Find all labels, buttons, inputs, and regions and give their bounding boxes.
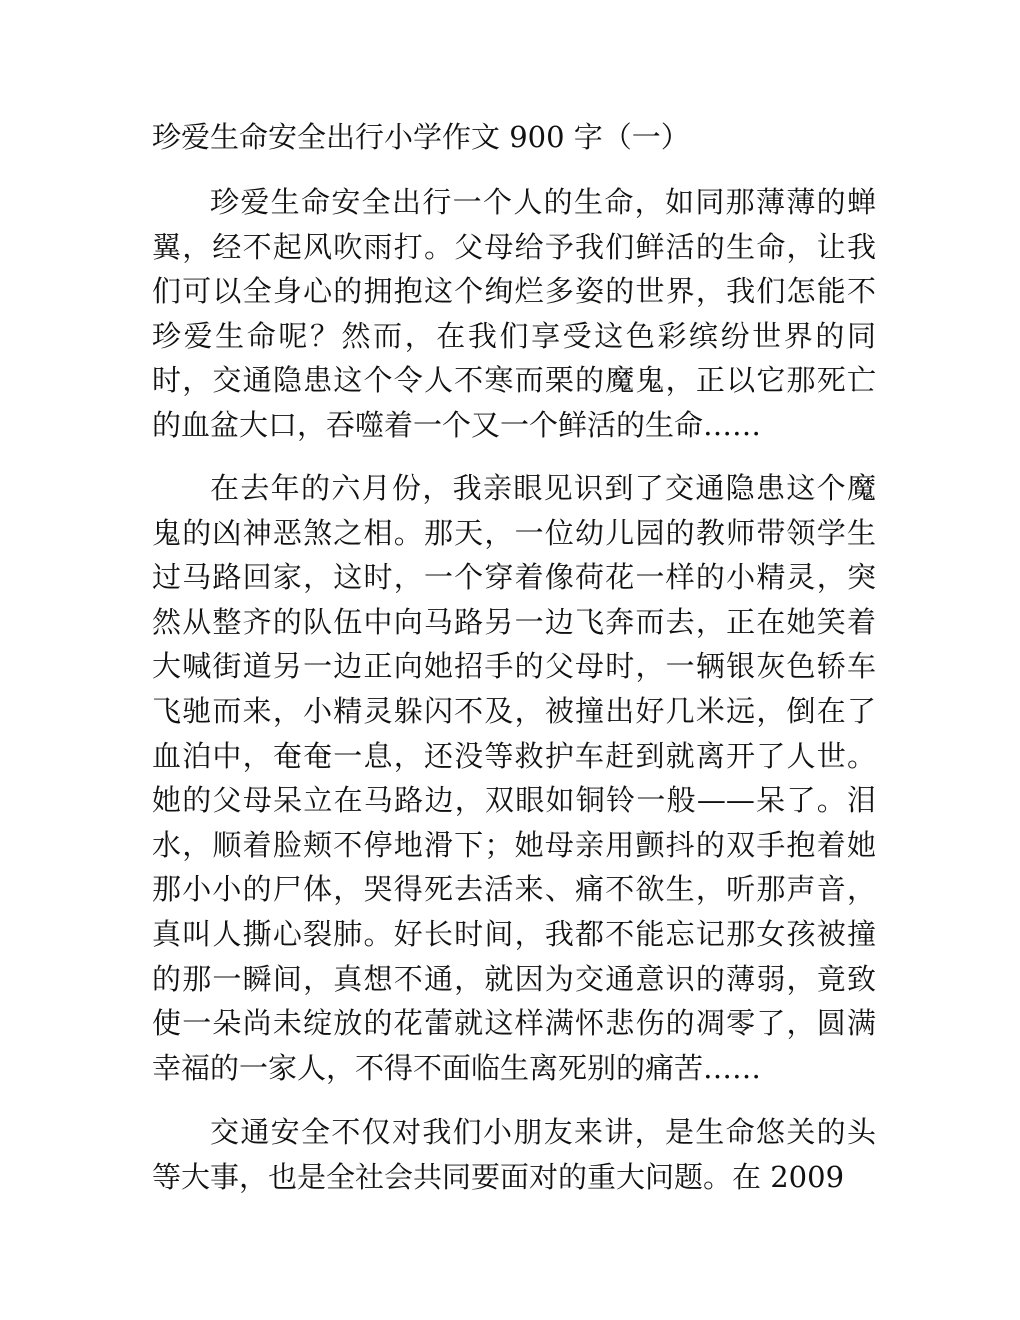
document-title: 珍爱生命安全出行小学作文 900 字（一） bbox=[152, 120, 690, 154]
paragraph-2: 在去年的六月份，我亲眼见识到了交通隐患这个魔鬼的凶神恶煞之相。那天，一位幼儿园的教师带领学生过马路回家，这时，一个穿着像荷花一样的小精灵，突然从整齐的队伍中向马路另一边飞奔而去，正在她笑着大喊街道另一边正向她招手的父母时，一辆银灰色轿车飞驰而来，小精灵躲闪不及，被撞出好几米远，倒在了血泊中，奄奄一息，还没等救护车赶到就离开了人世。她的父母呆立在马路边，双眼如铜铃一般——呆了。泪水，顺着脸颊不停地滑下；她母亲用颤抖的双手抱着她那小小的尸体，哭得死去活来、痛不欲生，听那声音，真叫人撕心裂肺。好长时间，我都不能忘记那女孩被撞的那一瞬间，真想不通，就因为交通意识的薄弱，竟致使一朵尚未绽放的花蕾就这样满怀悲伤的凋零了，圆满幸福的一家人，不得不面临生离死别的痛苦…… bbox=[152, 471, 876, 1085]
paragraph-3: 交通安全不仅对我们小朋友来讲，是生命悠关的头等大事，也是全社会共同要面对的重大问题。在 2009 bbox=[152, 1115, 876, 1194]
paragraph-1: 珍爱生命安全出行一个人的生命，如同那薄薄的蝉翼，经不起风吹雨打。父母给予我们鲜活的生命，让我们可以全身心的拥抱这个绚烂多姿的世界，我们怎能不珍爱生命呢？然而，在我们享受这色彩缤纷世界的同时，交通隐患这个令人不寒而栗的魔鬼，正以它那死亡的血盆大口，吞噬着一个又一个鲜活的生命…… bbox=[152, 185, 876, 442]
